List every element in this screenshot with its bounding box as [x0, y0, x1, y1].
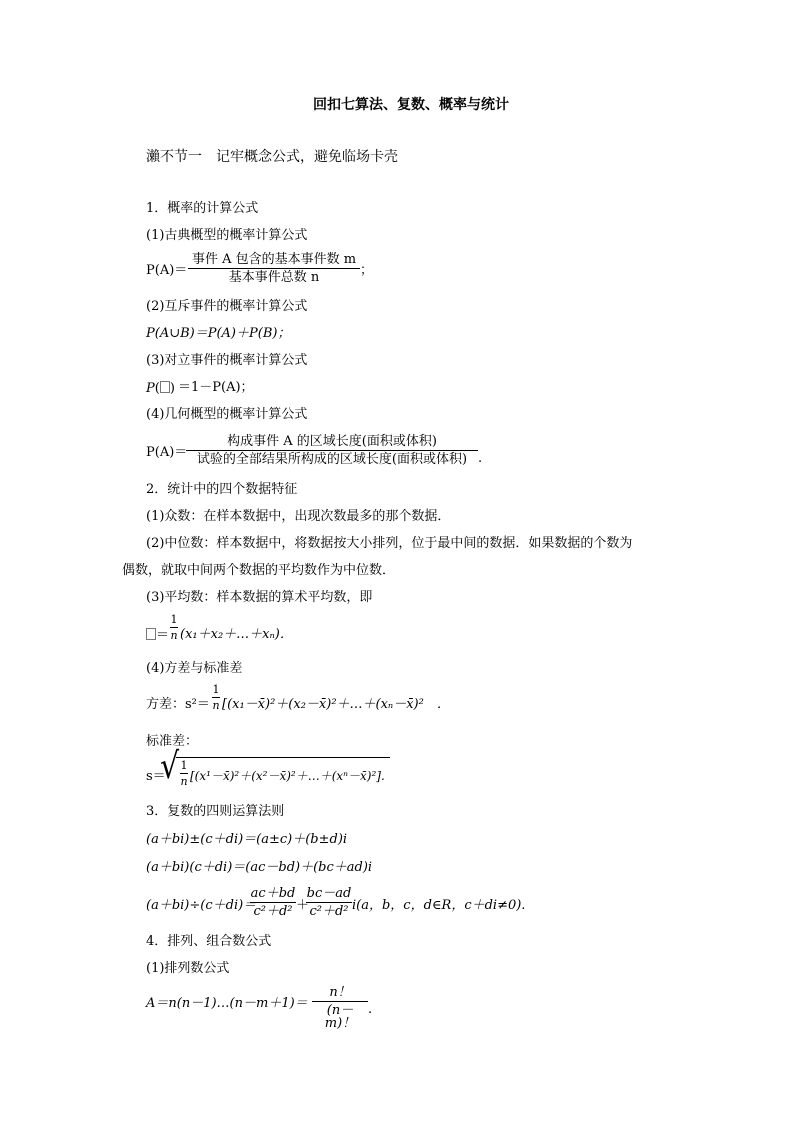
- s4-permutation-end: .: [368, 1002, 373, 1017]
- s2-stddev-prefix: s＝: [146, 769, 166, 784]
- s2-mean: (3)平均数：样本数据的算术平均数，即: [146, 590, 373, 605]
- s1-classical-denominator: 基本事件总数 n: [228, 270, 320, 285]
- s3-addition: (a＋bi)±(c＋di)＝(a±c)＋(b±d)i: [146, 832, 348, 847]
- s4-perm-num: n！: [329, 985, 351, 1000]
- s1-classical-fraction: [188, 253, 360, 284]
- s2-median-line1: (2)中位数：样本数据中，将数据按大小排列，位于最中间的数据．如果数据的个数为: [146, 536, 633, 551]
- s2-variance-frac-num: 1: [212, 683, 220, 696]
- s1-classical-label: (1)古典概型的概率计算公式: [146, 228, 308, 243]
- s1-exclusive-label: (2)互斥事件的概率计算公式: [146, 299, 308, 314]
- s2-stddev-body: [(x¹－x̄)²＋(x²－x̄)²＋…＋(xⁿ－x̄)²].: [190, 769, 385, 783]
- s3-heading: 3．复数的四则运算法则: [146, 804, 285, 819]
- s1-geometric-lhs: P(A)＝: [146, 445, 188, 460]
- sqrt-sign: √: [160, 745, 180, 788]
- s2-variance-label: (4)方差与标准差: [146, 661, 243, 676]
- s2-stddev-label: 标准差：: [146, 734, 199, 749]
- s3-plus: ＋: [296, 898, 310, 913]
- s2-mean-frac-num: 1: [170, 613, 178, 626]
- s2-variance-frac-den: n: [212, 699, 220, 712]
- s1-complement-formula: ＝1－P(A)；: [178, 380, 254, 395]
- s1-heading: 1．概率的计算公式: [146, 201, 259, 216]
- sqrt-overline: [176, 757, 390, 758]
- s4-perm-den: (n－m)！: [324, 1003, 356, 1031]
- s1-geometric-numerator: 构成事件 A 的区域长度(面积或体积): [227, 434, 437, 449]
- s3-division-fraction-2: [306, 887, 352, 918]
- page-title: 回扣七算法、复数、概率与统计: [313, 97, 509, 113]
- s3-division-tail: i(a，b，c，d∈R，c＋di≠0).: [352, 898, 526, 913]
- s4-permutation-lhs: A＝n(n－1)…(n－m＋1)＝: [146, 996, 308, 1011]
- s2-stddev-fraction: [180, 760, 188, 787]
- section-heading: 瀨不节一 记牢概念公式，避免临场卡壳: [146, 149, 398, 165]
- s1-complement-lhs: P( ): [146, 381, 175, 396]
- s1-geometric-label: (4)几何概型的概率计算公式: [146, 407, 308, 422]
- s2-mean-frac-den: n: [170, 629, 178, 642]
- s3-division-lhs: (a＋bi)÷(c＋di)＝: [146, 898, 257, 913]
- s1-geometric-end: .: [478, 451, 483, 466]
- s1-geometric-denominator: 试验的全部结果所构成的区域长度(面积或体积): [196, 452, 468, 467]
- s2-median-line2: 偶数，就取中间两个数据的平均数作为中位数．: [122, 563, 396, 578]
- s4-permutation-fraction: [312, 986, 368, 1030]
- s3-multiplication: (a＋bi)(c＋di)＝(ac－bd)＋(bc＋ad)i: [146, 860, 373, 875]
- x-bar-placeholder: [146, 628, 156, 640]
- s2-mean-formula: (x₁＋x₂＋…＋xₙ)．: [180, 627, 293, 642]
- s1-classical-numerator: 事件 A 包含的基本事件数 m: [191, 252, 357, 267]
- s1-complement-label: (3)对立事件的概率计算公式: [146, 353, 308, 368]
- s3-div-num1: ac＋bd: [250, 886, 296, 901]
- s4-heading: 4．排列、组合数公式: [146, 934, 272, 949]
- s2-mean-fraction: [170, 614, 178, 641]
- a-bar-placeholder: [160, 381, 170, 393]
- s1-classical-end: ；: [360, 263, 374, 278]
- s3-division-fraction-1: [250, 887, 296, 918]
- s2-variance-prefix: 方差：s²＝: [146, 697, 210, 712]
- s1-geometric-fraction: [186, 435, 478, 466]
- s4-permutation-label: (1)排列数公式: [146, 961, 230, 976]
- s2-variance-body: [(x₁－x̄)²＋(x₂－x̄)²＋…＋(xₙ－x̄)² ．: [222, 697, 450, 712]
- s3-div-den2: c²＋d²: [309, 904, 349, 919]
- s3-div-den1: c²＋d²: [253, 904, 293, 919]
- s2-heading: 2．统计中的四个数据特征: [146, 482, 298, 497]
- s3-div-num2: bc－ad: [306, 886, 352, 901]
- s2-stddev-frac-den: n: [180, 775, 188, 788]
- s2-stddev-frac-num: 1: [180, 759, 188, 772]
- s1-exclusive-formula: P(A∪B)＝P(A)＋P(B)；: [146, 326, 291, 341]
- s2-variance-fraction: [212, 684, 220, 711]
- s2-mean-lhs: ＝: [146, 628, 169, 642]
- s2-mode: (1)众数：在样本数据中，出现次数最多的那个数据．: [146, 509, 451, 524]
- s1-classical-lhs: P(A)＝: [146, 263, 188, 278]
